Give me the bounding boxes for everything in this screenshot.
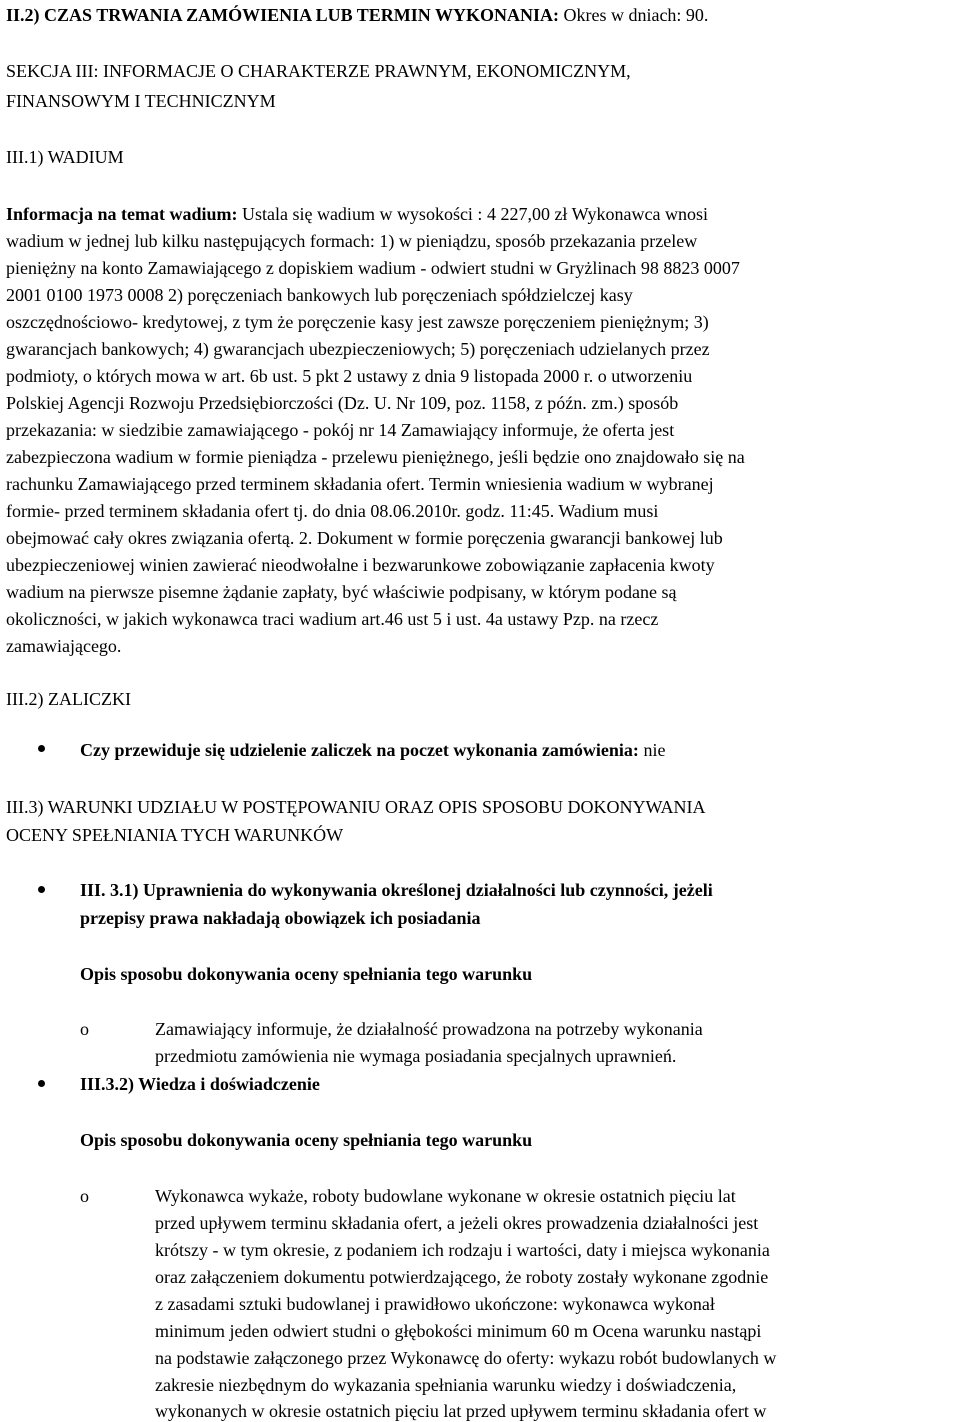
wadium-label: Informacja na temat wadium: (6, 204, 238, 224)
bullet-icon (38, 886, 45, 893)
sub-marker: o (80, 1186, 89, 1206)
wadium-line: wadium na pierwsze pisemne żądanie zapłaty, być właściwie podpisany, w którym podane są (6, 582, 677, 602)
duration-label: II.2) CZAS TRWANIA ZAMÓWIENIA LUB TERMIN WYKONANIA: (6, 5, 559, 25)
wadium-line: gwarancjach bankowych; 4) gwarancjach ubezpieczeniowych; 5) poręczeniach udzielanych przez (6, 339, 710, 359)
warunki-heading-2: OCENY SPEŁNIANIA TYCH WARUNKÓW (6, 825, 344, 845)
item2-text: krótszy - w tym okresie, z podaniem ich rodzaju i wartości, daty i miejsca wykonania (155, 1240, 770, 1260)
wadium-first-line (6, 205, 708, 223)
item1-opis-label: Opis sposobu dokonywania oceny spełniania tego warunku (80, 964, 533, 984)
wadium-line: oszczędnościowo- kredytowej, z tym że poręczenie kasy jest zawsze poręczeniem pieniężnym; 3) (6, 312, 709, 332)
wadium-line: podmioty, o których mowa w art. 6b ust. 5 pkt 2 ustawy z dnia 9 listopada 2000 r. o utworzeniu (6, 366, 693, 386)
wadium-line: przekazania: w siedzibie zamawiającego - pokój nr 14 Zamawiający informuje, że oferta jest (6, 420, 675, 440)
zaliczki-heading: III.2) ZALICZKI (6, 689, 131, 709)
wadium-line: pieniężny na konto Zamawiającego z dopiskiem wadium - odwiert studni w Gryżlinach 98 8823 0007 (6, 258, 740, 278)
warunki-heading-1: III.3) WARUNKI UDZIAŁU W POSTĘPOWANIU ORAZ OPIS SPOSOBU DOKONYWANIA (6, 797, 706, 817)
item2-text: Wykonawca wykaże, roboty budowlane wykonane w okresie ostatnich pięciu lat (155, 1186, 736, 1206)
section3-heading-1: SEKCJA III: INFORMACJE O CHARAKTERZE PRAWNYM, EKONOMICZNYM, (6, 61, 631, 81)
item2-text: minimum jeden odwiert studni o głębokości minimum 60 m Ocena warunku nastąpi (155, 1321, 762, 1341)
zaliczki-question: Czy przewiduje się udzielenie zaliczek na poczet wykonania zamówienia: (80, 740, 639, 760)
wadium-line: obejmować cały okres związania ofertą. 2. Dokument w formie poręczenia gwarancji bankowej lub (6, 528, 723, 548)
wadium-line: ubezpieczeniowej winien zawierać nieodwołalne i bezwarunkowe zobowiązanie zapłacenia kwoty (6, 555, 715, 575)
wadium-line: formie- przed terminem składania ofert tj. do dnia 08.06.2010r. godz. 11:45. Wadium musi (6, 501, 659, 521)
item2-text: z zasadami sztuki budowlanej i prawidłowo ukończone: wykonawca wykonał (155, 1294, 715, 1314)
zaliczki-question-line (80, 741, 665, 759)
item1-title-2: przepisy prawa nakładają obowiązek ich posiadania (80, 908, 481, 928)
duration-value: Okres w dniach: 90. (558, 5, 709, 25)
wadium-line: rachunku Zamawiającego przed terminem składania ofert. Termin wniesienia wadium w wybranej (6, 474, 714, 494)
item2-title: III.3.2) Wiedza i doświadczenie (80, 1074, 320, 1094)
item2-text: przed upływem terminu składania ofert, a jeżeli okres prowadzenia działalności jest (155, 1213, 759, 1233)
bullet-icon (38, 745, 45, 752)
wadium-line: zabezpieczona wadium w formie pieniądza - przelewu pieniężnego, jeśli będzie ono znajdowało się na (6, 447, 745, 467)
item2-text: na podstawie załączonego przez Wykonawcę do oferty: wykazu robót budowlanych w (155, 1348, 777, 1368)
item2-text: wykonanych w okresie ostatnich pięciu lat przed upływem terminu składania ofert w (155, 1401, 767, 1421)
wadium-heading: III.1) WADIUM (6, 147, 124, 167)
zaliczki-answer: nie (638, 740, 666, 760)
item1-text-1: Zamawiający informuje, że działalność prowadzona na potrzeby wykonania (155, 1019, 703, 1039)
item1-title-1: III. 3.1) Uprawnienia do wykonywania określonej działalności lub czynności, jeżeli (80, 880, 713, 900)
item1-text-2: przedmiotu zamówienia nie wymaga posiadania specjalnych uprawnień. (155, 1046, 677, 1066)
wadium-line: 2001 0100 1973 0008 2) poręczeniach bankowych lub poręczeniach spółdzielczej kasy (6, 285, 633, 305)
item2-opis-label: Opis sposobu dokonywania oceny spełniania tego warunku (80, 1130, 533, 1150)
bullet-icon (38, 1080, 45, 1087)
duration-line (6, 6, 708, 24)
wadium-line: Polskiej Agencji Rozwoju Przedsiębiorczości (Dz. U. Nr 109, poz. 1158, z późn. zm.) sposób (6, 393, 679, 413)
wadium-line: zamawiającego. (6, 636, 122, 656)
wadium-line: wadium w jednej lub kilku następujących formach: 1) w pieniądzu, sposób przekazania przelew (6, 231, 698, 251)
wadium-text: Ustala się wadium w wysokości : 4 227,00 zł Wykonawca wnosi (237, 204, 708, 224)
section3-heading-2: FINANSOWYM I TECHNICZNYM (6, 91, 276, 111)
item2-text: oraz załączeniem dokumentu potwierdzającego, że roboty zostały wykonane zgodnie (155, 1267, 769, 1287)
sub-marker: o (80, 1019, 89, 1039)
wadium-line: okoliczności, w jakich wykonawca traci wadium art.46 ust 5 i ust. 4a ustawy Pzp. na rzecz (6, 609, 659, 629)
item2-text: zakresie niezbędnym do wykazania spełniania warunku wiedzy i doświadczenia, (155, 1375, 737, 1395)
